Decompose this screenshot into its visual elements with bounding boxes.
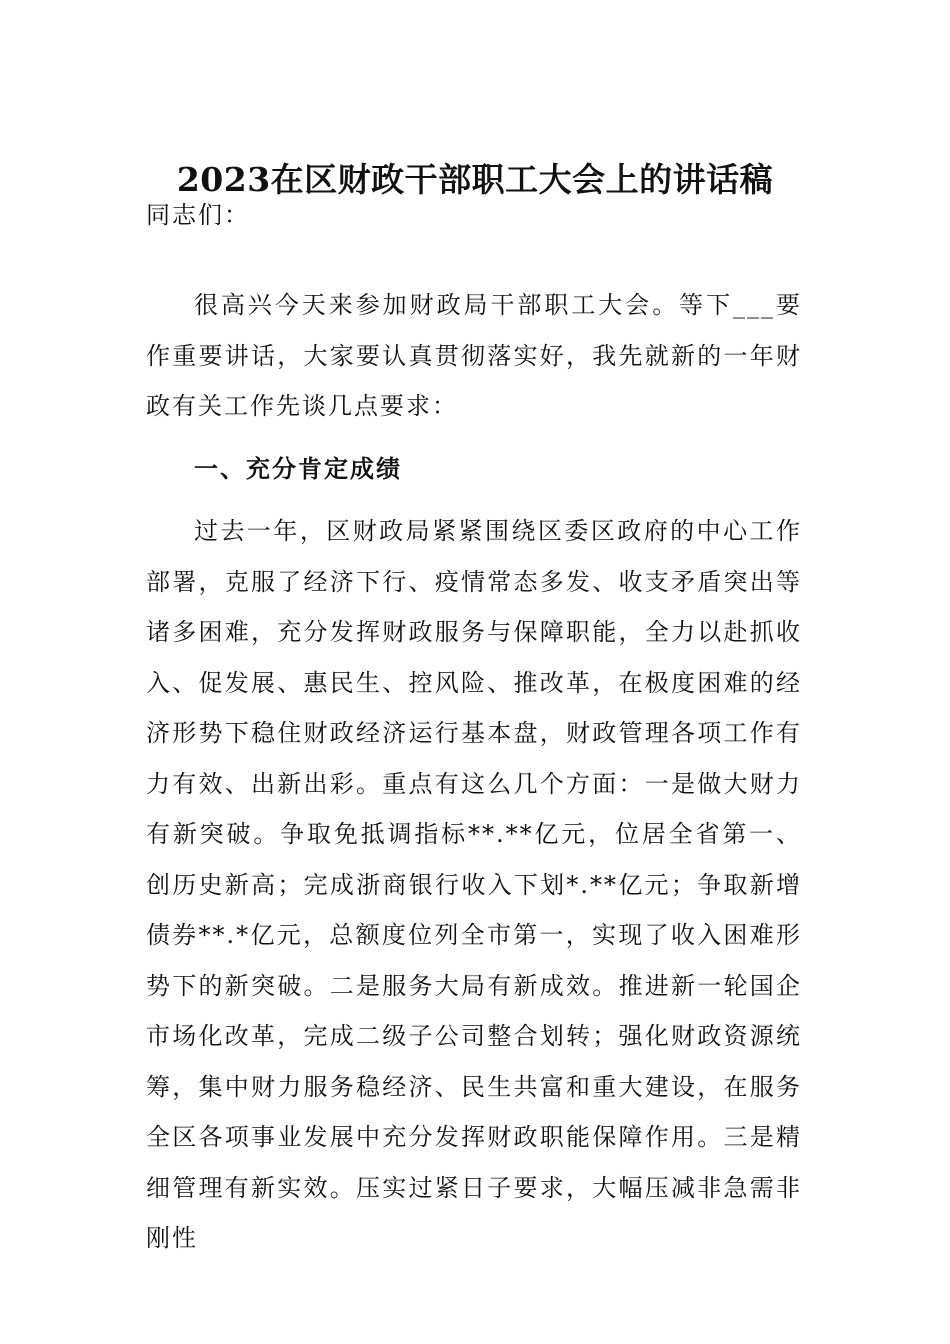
- document-title: 2023在区财政干部职工大会上的讲话稿: [176, 160, 774, 199]
- achievements-paragraph: 过去一年，区财政局紧紧围绕区委区政府的中心工作部署，克服了经济下行、疫情常态多发、收支矛盾突出等诸多困难，充分发挥财政服务与保障职能，全力以赴抓收入、促发展、惠民生、控风险、推改革，在极度困难的经济形势下稳住财政经济运行基本盘，财政管理各项工作有力有效、出新出彩。重点有这么几个方面：一是做大财力有新突破。争取免抵调指标**.**亿元，位居全省第一、创历史新高；完成浙商银行收入下划*.**亿元；争取新增债券**.*亿元，总额度位列全市第一，实现了收入困难形势下的新突破。二是服务大局有新成效。推进新一轮国企市场化改革，完成二级子公司整合划转；强化财政资源统筹，集中财力服务稳经济、民生共富和重大建设，在服务全区各项事业发展中充分发挥财政职能保障作用。三是精细管理有新实效。压实过紧日子要求，大幅压减非急需非刚性: [146, 517, 802, 1252]
- salutation: 同志们：: [146, 201, 250, 229]
- section-heading-1: 一、充分肯定成绩: [194, 454, 402, 483]
- opening-paragraph: 很高兴今天来参加财政局干部职工大会。等下___要作重要讲话，大家要认真贯彻落实好，我先就新的一年财政有关工作先谈几点要求：: [146, 291, 802, 420]
